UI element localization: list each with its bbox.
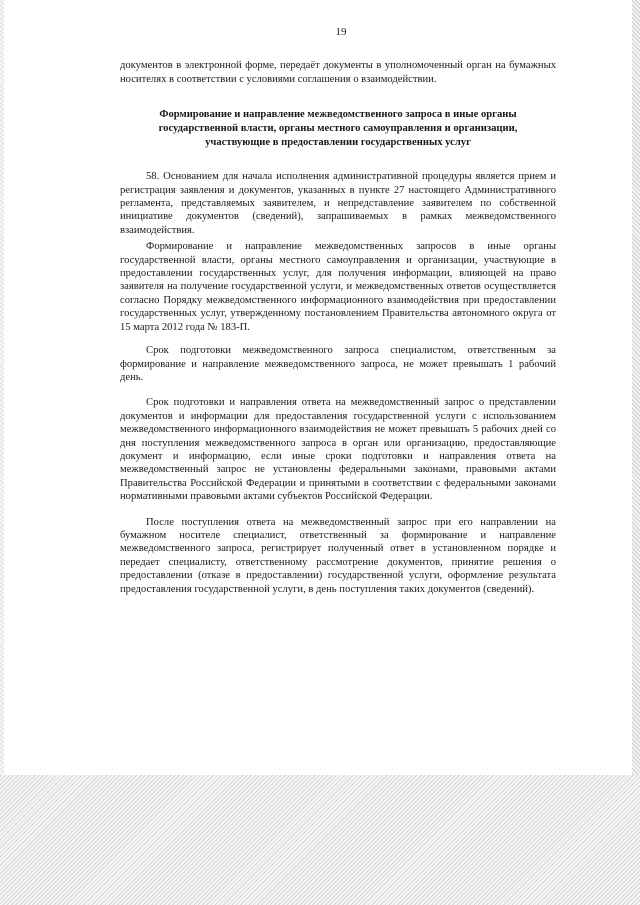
paragraph-58: 58. Основанием для начала исполнения административной процедуры является прием и регистрация заявления и документов, указанных в пункте 27 настоящего Административного регламента, представляемых заявителем, и непредставление заявителем по собственной инициативе документов (сведений), запрашиваемых в рамках межведомственного взаимодействия. bbox=[120, 171, 556, 236]
document-content bbox=[120, 26, 556, 596]
document-sheet bbox=[4, 0, 632, 775]
paragraph-response-deadline: Срок подготовки и направления ответа на межведомственный запрос о представлении документов и информации для предоставления государственной услуги с использованием межведомственного информационного взаимодействия не может превышать 5 рабочих дней со дня поступления межведомственного запроса в орган или организацию, предоставляющие документ и информацию, если иные сроки подготовки и направления ответа на межведомственный запрос не установлены федеральными законами, правовыми актами Правительства Российской Федерации и принятыми в соответствии с федеральными законами нормативными правовыми актами субъектов Российской Федерации. bbox=[120, 397, 556, 503]
paragraph-request-deadline: Срок подготовки межведомственного запроса специалистом, ответственным за формирование и направление межведомственного запроса, не может превышать 1 рабочий день. bbox=[120, 345, 556, 383]
paragraph-interagency-requests: Формирование и направление межведомственных запросов в иные органы государственной власти, органы местного самоуправления и организации, участвующие в предоставлении государственных услуг, для получения информации, влияющей на право заявителя на получение государственной услуги, и межведомственных ответов осуществляется согласно Порядку межведомственного информационного взаимодействия при предоставлении государственных услуг, утвержденному постановлением Правительства автономного округа от 15 марта 2012 года № 183-П. bbox=[120, 241, 556, 333]
scan-edge-bottom bbox=[0, 775, 640, 905]
intro-paragraph: документов в электронной форме, передаёт документы в уполномоченный орган на бумажных носителях в соответствии с условиями соглашения о взаимодействии. bbox=[120, 60, 556, 85]
page-number: 19 bbox=[335, 26, 347, 38]
section-heading: Формирование и направление межведомственного запроса в иные органы государственной власти, органы местного самоуправления и организации, участвующие в предоставлении государственных услуг bbox=[158, 109, 518, 149]
paragraph-response-processing: После поступления ответа на межведомственный запрос при его направлении на бумажном носителе специалист, ответственный за формирование и направление межведомственного запроса, регистрирует полученный ответ в установленном порядке и передает специалисту, ответственному рассмотрение документов, принятие решения о предоставлении (отказе в предоставлении) государственной услуги, оформление результата предоставления государственной услуги, в день поступления таких документов (сведений). bbox=[120, 516, 556, 595]
scan-edge-right bbox=[632, 0, 640, 905]
